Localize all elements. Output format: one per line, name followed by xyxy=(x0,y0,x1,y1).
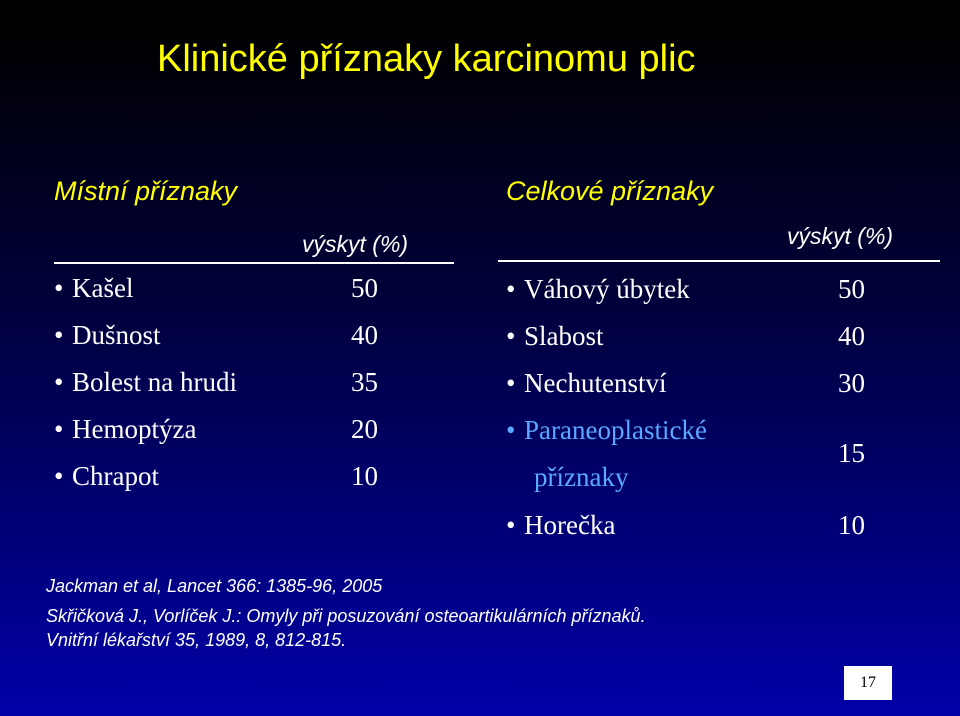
local-row-dyspnea: • Dušnost xyxy=(54,320,161,350)
general-row-weight-loss: • Váhový úbytek xyxy=(506,274,690,304)
general-symptoms-heading: Celkové příznaky xyxy=(506,176,714,206)
general-header-rule xyxy=(498,260,940,262)
symptom-label: Slabost xyxy=(524,321,604,351)
local-row-cough: • Kašel xyxy=(54,273,134,303)
reference-2: Skřičková J., Vorlíček J.: Omyly při posuzování osteoartikulárních příznaků. xyxy=(46,606,646,626)
local-value-dyspnea: 40 xyxy=(351,320,378,350)
local-value-hoarseness: 10 xyxy=(351,461,378,491)
symptom-label: Hemoptýza xyxy=(72,414,197,444)
general-row-weakness: • Slabost xyxy=(506,321,604,351)
general-row-paraneoplastic: • Paraneoplastické xyxy=(506,415,707,445)
reference-1: Jackman et al, Lancet 366: 1385-96, 2005 xyxy=(46,576,383,596)
symptom-label: Bolest na hrudi xyxy=(72,367,237,397)
symptom-label: Chrapot xyxy=(72,461,159,491)
general-row-anorexia: • Nechutenství xyxy=(506,368,667,398)
local-value-hemoptysis: 20 xyxy=(351,414,378,444)
local-row-hoarseness: • Chrapot xyxy=(54,461,159,491)
symptom-label: Paraneoplastické xyxy=(524,415,707,445)
general-row-fever: • Horečka xyxy=(506,510,616,540)
local-row-chest-pain: • Bolest na hrudi xyxy=(54,367,237,397)
slide-title: Klinické příznaky karcinomu plic xyxy=(157,38,696,80)
symptom-label: Kašel xyxy=(72,273,134,303)
symptom-label: Váhový úbytek xyxy=(524,274,690,304)
general-value-anorexia: 30 xyxy=(838,368,865,398)
symptom-label: Dušnost xyxy=(72,320,161,350)
local-value-cough: 50 xyxy=(351,273,378,303)
general-row-paraneoplastic-line2: příznaky xyxy=(534,462,629,492)
local-header-rule xyxy=(54,262,454,264)
symptom-label: Nechutenství xyxy=(524,368,667,398)
symptom-label: Horečka xyxy=(524,510,616,540)
local-value-chest-pain: 35 xyxy=(351,367,378,397)
local-frequency-header: výskyt (%) xyxy=(302,231,409,257)
page-number: 17 xyxy=(844,666,892,700)
general-frequency-header: výskyt (%) xyxy=(787,223,894,249)
local-row-hemoptysis: • Hemoptýza xyxy=(54,414,197,444)
general-value-paraneoplastic: 15 xyxy=(838,438,865,468)
general-value-weakness: 40 xyxy=(838,321,865,351)
general-value-fever: 10 xyxy=(838,510,865,540)
general-value-weight-loss: 50 xyxy=(838,274,865,304)
reference-3: Vnitřní lékařství 35, 1989, 8, 812-815. xyxy=(46,630,347,650)
local-symptoms-heading: Místní příznaky xyxy=(54,176,238,206)
